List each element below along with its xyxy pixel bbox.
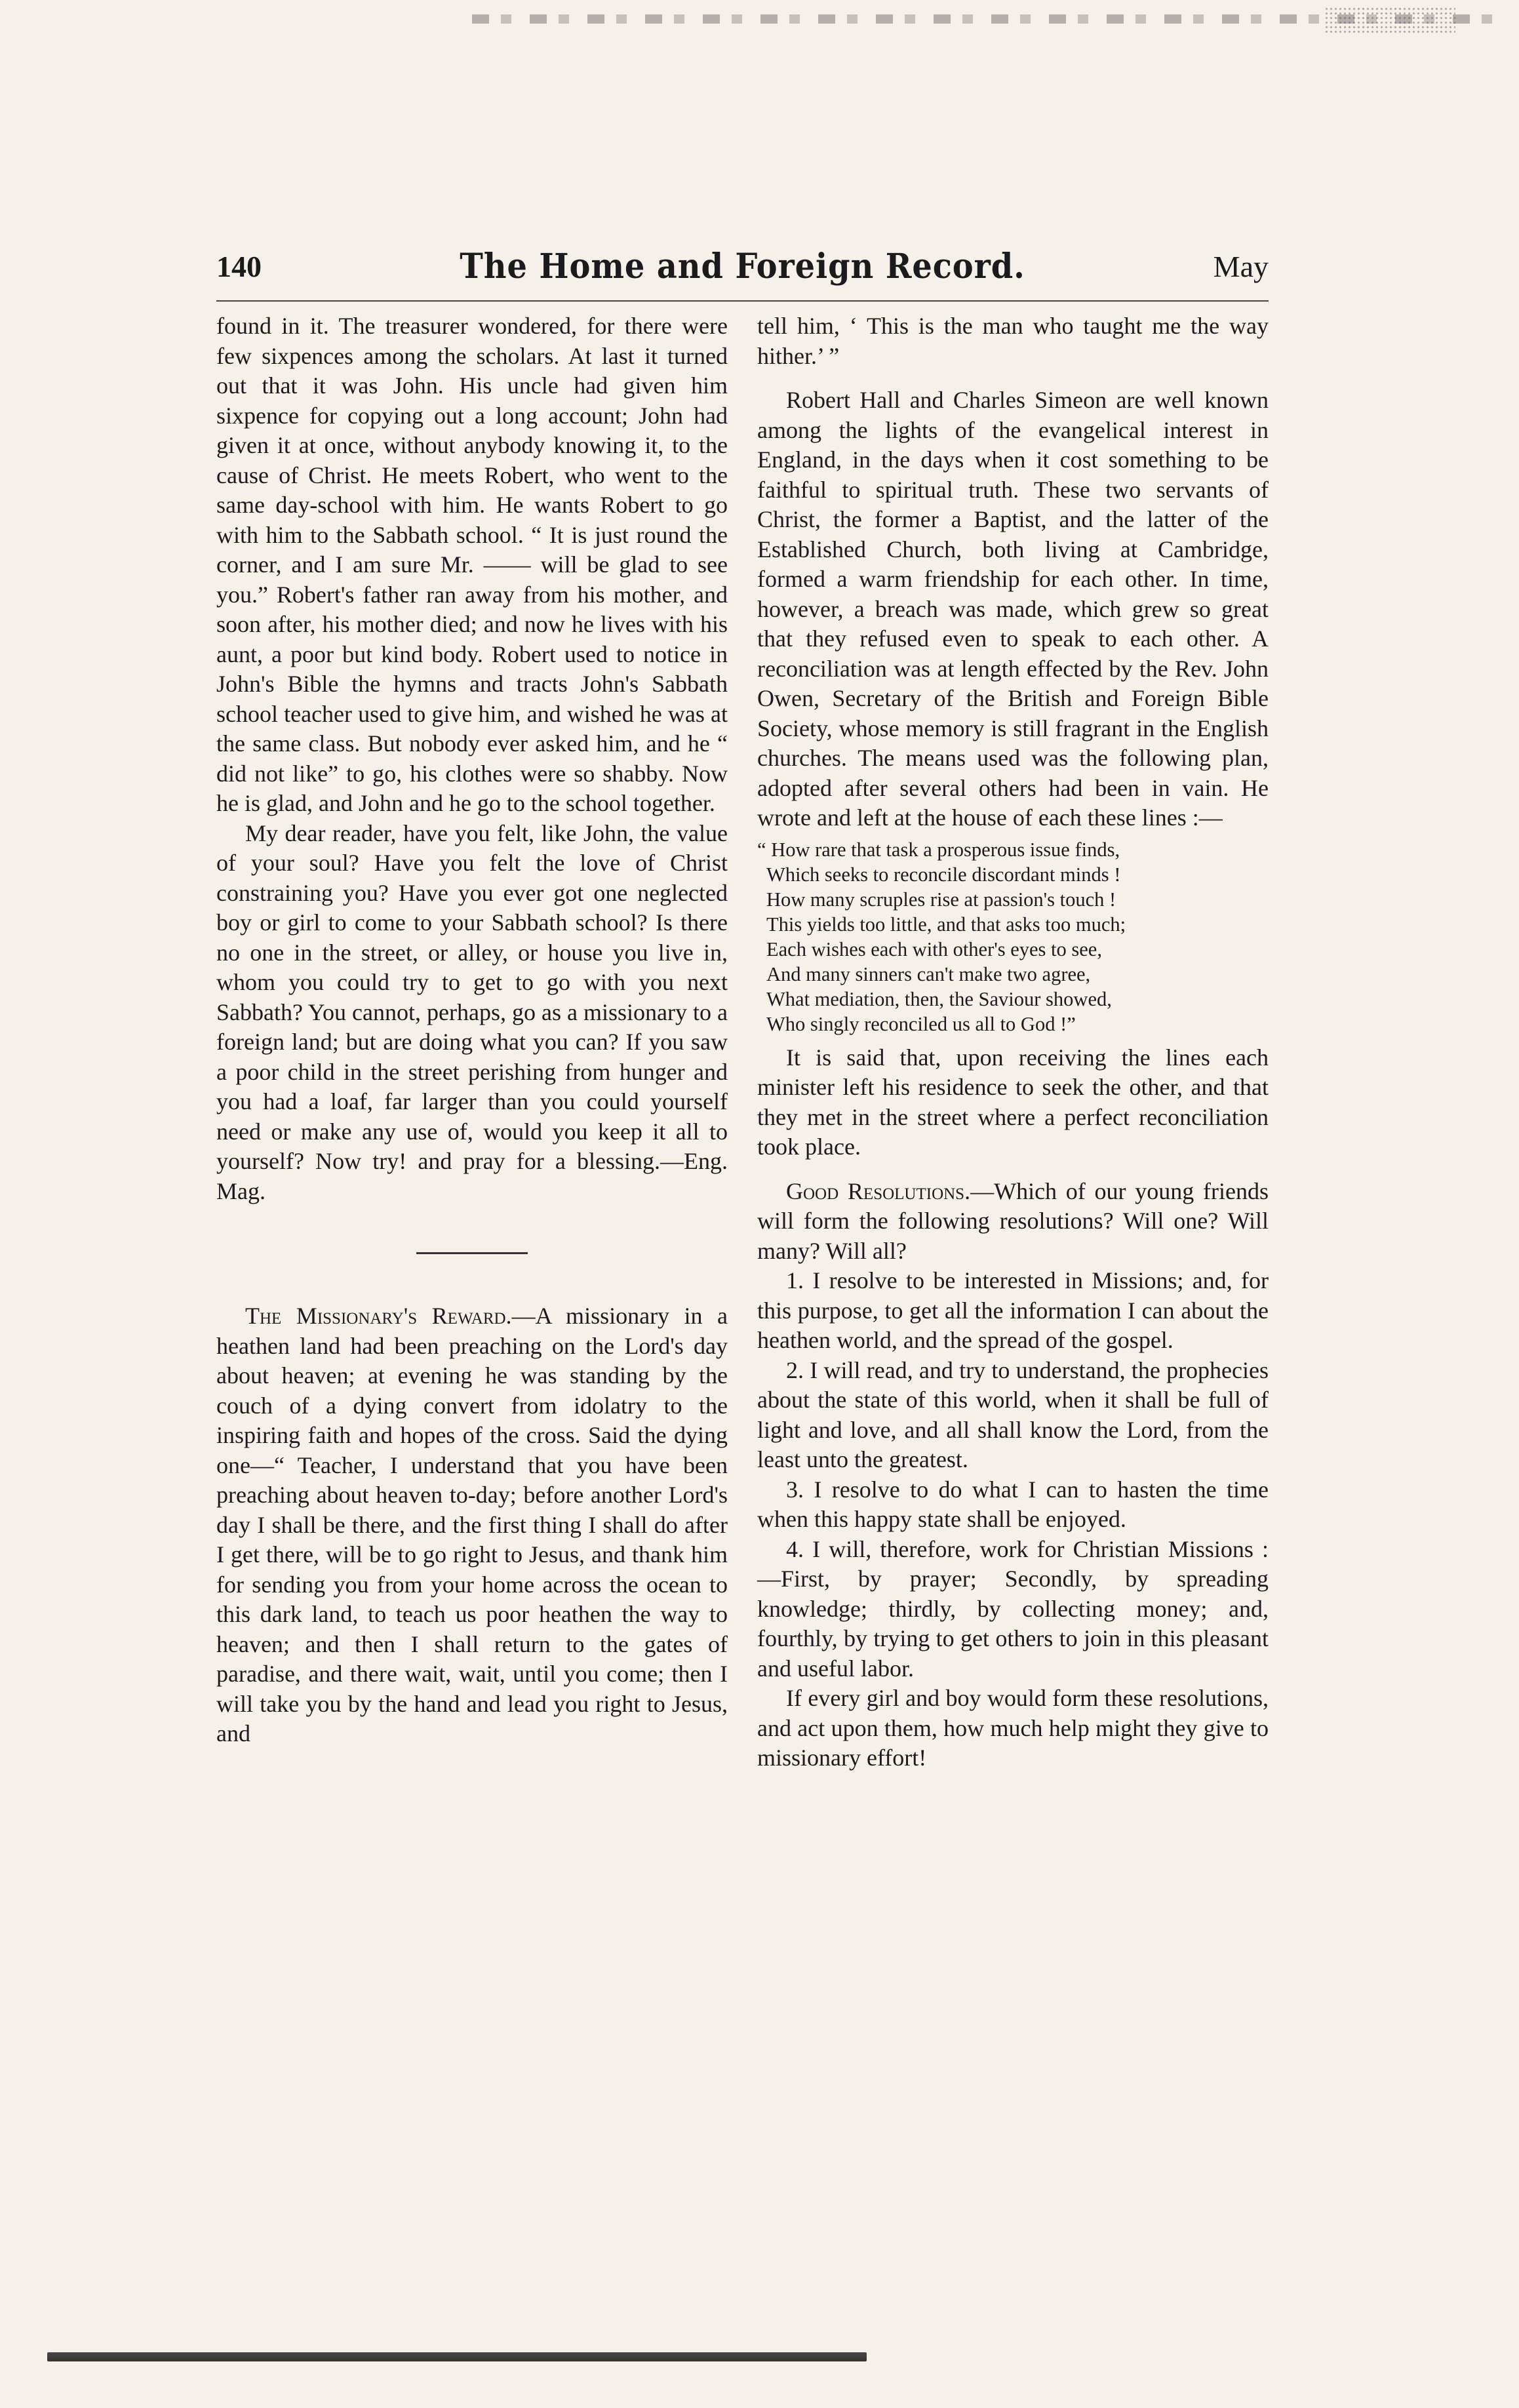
paragraph-john-story: found in it. The treasurer wondered, for there were few sixpences among the scholars. At last it turned out that it was John. His uncle had given him sixpence for copying out a long account; John had given it at once, without anybody knowing it, to the cause of Christ. He meets Robert, who went to the same day-school with him. He wants Robert to go with him to the Sabbath school. “ It is just round the corner, and I am sure Mr. —— will be glad to see you.” Robert's father ran away from his mother, and soon after, his mother died; and now he lives with his aunt, a poor but kind body. Robert used to notice in John's Bible the hymns and tracts John's Sabbath school teacher used to give him, and wished he was at the same class. But nobody ever asked him, and he “ did not like” to go, his clothes were so shabby. Now he is glad, and John and he go to the school together. xyxy=(216,313,728,816)
scan-edge-noise-bottom xyxy=(47,2352,867,2361)
journal-title: The Home and Foreign Record. xyxy=(460,247,1025,286)
resolution-item: 3. I resolve to do what I can to hasten the time when this happy state shall be enjoyed. xyxy=(757,1476,1269,1532)
resolution-item: 4. I will, therefore, work for Christian Missions :—First, by prayer; Secondly, by spreading knowledge; thirdly, by collecting money; and, fourthly, by trying to get others to join in this pleasant and useful labor. xyxy=(757,1535,1269,1682)
poem-line: And many sinners can't make two agree, xyxy=(766,962,1091,985)
poem-line: “ How rare that task a prosperous issue finds, xyxy=(757,838,1120,861)
paragraph-reconciliation: It is said that, upon receiving the lines each minister left his residence to seek the other, and that they met in the street where a perfect reconciliation took place. xyxy=(757,1044,1269,1160)
good-resolutions-body: —Which of our young friends will form the following resolutions? Will one? Will many? Will all? xyxy=(757,1177,1269,1264)
scan-speckle-top xyxy=(1324,7,1455,33)
poem-lines xyxy=(757,837,1269,1036)
section-title-missionary-reward: The Missionary's Reward. xyxy=(245,1303,512,1329)
paragraph-hall-simeon: Robert Hall and Charles Simeon are well known among the lights of the evangelical interest in England, in the days when it cost something to be faithful to spiritual truth. These two servants of Christ, the former a Baptist, and the latter of the Established Church, both living at Cambridge, formed a warm friendship for each other. In time, however, a breach was made, which grew so great that they refused even to speak to each other. A reconciliation was at length effected by the Rev. John Owen, Secretary of the British and Foreign Bible Society, whose memory is still fragrant in the English churches. The means used was the following plan, adopted after several others had been in vain. He wrote and left at the house of each these lines :— xyxy=(757,387,1269,831)
missionary-reward-body: —A missionary in a heathen land had been preaching on the Lord's day about heaven; at evening he was standing by the couch of a dying convert from idolatry to the inspiring faith and hopes of the cross. Said the dying one—“ Teacher, I understand that you have been preaching about heaven to-day; before another Lord's day I shall be there, and the first thing I shall do after I get there, will be to go right to Jesus, and thank him for sending you from your home across the ocean to this dark land, to teach us poor heathen the way to heaven; and then I shall return to the gates of paradise, and there wait, wait, until you come; then I will take you by the hand and lead you right to Jesus, and xyxy=(216,1303,728,1747)
section-divider xyxy=(416,1252,528,1254)
resolution-item: 1. I resolve to be interested in Missions; and, for this purpose, to get all the information I can about the heathen world, and the spread of the gospel. xyxy=(757,1267,1269,1353)
poem-line: Each wishes each with other's eyes to see, xyxy=(766,938,1102,960)
poem-line: This yields too little, and that asks too much; xyxy=(766,913,1126,936)
right-column xyxy=(757,311,1269,2285)
poem-line: Who singly reconciled us all to God !” xyxy=(766,1012,1076,1035)
page-number: 140 xyxy=(216,250,262,283)
paragraph-closing: If every girl and boy would form these resolutions, and act upon them, how much help might they give to missionary effort! xyxy=(757,1685,1269,1771)
issue-month: May xyxy=(1213,250,1269,283)
poem-line: How many scruples rise at passion's touch ! xyxy=(766,888,1116,911)
poem-line: What mediation, then, the Saviour showed, xyxy=(766,987,1112,1010)
paragraph-good-resolutions xyxy=(757,1177,1269,1267)
section-title-good-resolutions: Good Resolutions. xyxy=(786,1177,971,1204)
header-rule xyxy=(216,300,1269,302)
running-head xyxy=(216,249,1269,302)
resolutions-list xyxy=(757,1266,1269,1684)
paragraph-dear-reader: My dear reader, have you felt, like John, the value of your soul? Have you felt the love of Christ constraining you? Have you ever got one neglected boy or girl to come to your Sabbath school? Is there no one in the street, or alley, or house you live in, whom you could try to get to go with you next Sabbath? You cannot, perhaps, go as a missionary to a foreign land; but are doing what you can? If you saw a poor child in the street perishing from hunger and you had a loaf, far larger than you could yourself need or make any use of, would you keep it all to yourself? Now try! and pray for a blessing.—Eng. Mag. xyxy=(216,819,728,1204)
poem-line: Which seeks to reconcile discordant minds ! xyxy=(766,863,1121,886)
paragraph-missionary-reward xyxy=(216,1301,728,1749)
left-column xyxy=(216,311,728,2285)
paragraph-continuation: tell him, ‘ This is the man who taught me the way hither.’ ” xyxy=(757,313,1269,369)
resolution-item: 2. I will read, and try to understand, the prophecies about the state of this world, when it shall be full of light and love, and all shall know the Lord, from the least unto the greatest. xyxy=(757,1356,1269,1472)
